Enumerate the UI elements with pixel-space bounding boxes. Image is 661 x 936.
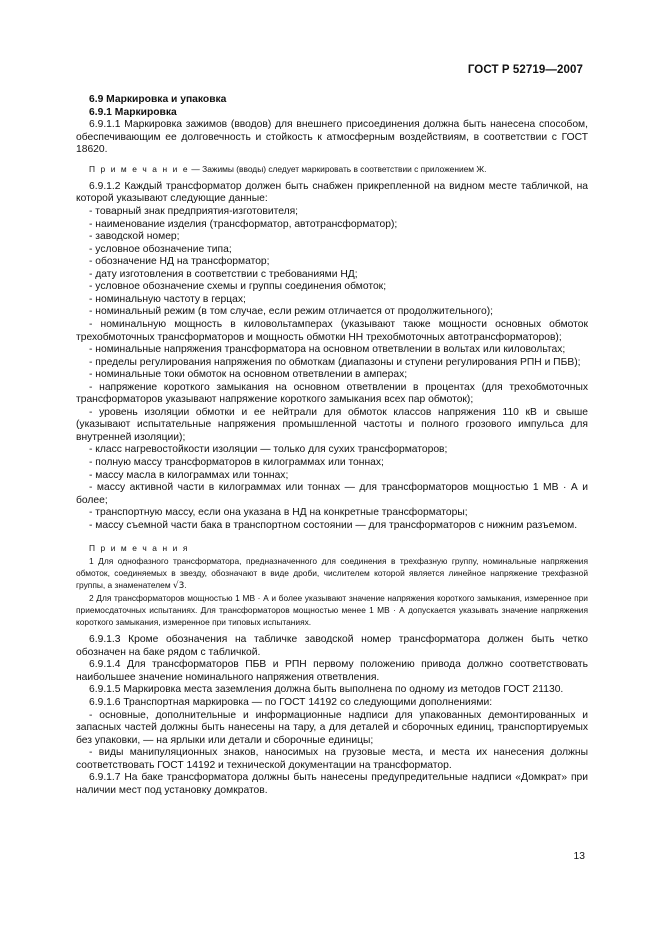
note-2-1-end: .: [184, 580, 187, 591]
section-title: 6.9 Маркировка и упаковка: [89, 94, 227, 105]
list-item: - номинальную частоту в герцах;: [89, 293, 246, 305]
list-item: - напряжение короткого замыкания на основном ответвлении в процентах (для трехобмоточных трансформаторов указывают напряжение короткого замыкания всех пар обмоток);: [76, 381, 588, 406]
paragraph-6-9-1-5: 6.9.1.5 Маркировка места заземления должна быть выполнена по одному из методов ГОСТ 21130.: [89, 684, 564, 696]
note-2-2: 2 Для трансформаторов мощностью 1 МВ · А и более указывают значение напряжения короткого замыкания, измеренное при приемосдаточных испытаниях. Для трансформаторов мощностью менее 1 МВ · А допускается указывать значение напряжения короткого замыкания, измеренное при типовых испытаниях.: [76, 593, 588, 628]
paragraph-6-9-1-1: 6.9.1.1 Маркировка зажимов (вводов) для внешнего присоединения должна быть нанесена способом, обеспечивающим ее долговечность и стойкость к атмосферным воздействиям, в соответствии с ГОСТ 18620.: [76, 119, 588, 156]
list-item: - наименование изделия (трансформатор, автотрансформатор);: [89, 218, 398, 230]
list-item: - класс нагревостойкости изоляции — только для сухих трансформаторов;: [89, 444, 448, 456]
paragraph-6-9-1-4: 6.9.1.4 Для трансформаторов ПБВ и РПН первому положению привода должно соответствовать наибольшее значение номинального напряжения ответвления.: [76, 659, 588, 683]
list-item: - массу активной части в килограммах или тоннах — для трансформаторов мощностью 1 МВ · А и более;: [76, 482, 588, 506]
note-1-label: П р и м е ч а н и е: [89, 163, 190, 174]
list-item: - массу масла в килограммах или тоннах;: [89, 469, 289, 481]
list-item: - обозначение НД на трансформатор;: [89, 256, 270, 268]
list-item: - номинальные токи обмоток на основном ответвлении в амперах;: [89, 369, 408, 381]
note-2-1: [76, 555, 588, 592]
marking-data-list: [76, 206, 588, 532]
note-2-1-text: 1 Для однофазного трансформатора, предназначенного для соединения в трехфазную группу, номинальные напряжения обмоток, соединяемых в звезду, обозначают в виде дроби, числителем которой является линейное напряжение трехфазной группы, а знаменателем: [76, 556, 588, 591]
list-item: - условное обозначение типа;: [89, 243, 232, 255]
list-item: - товарный знак предприятия-изготовителя;: [89, 206, 299, 218]
note-1-text: — Зажимы (вводы) следует маркировать в соответствии с приложением Ж.: [189, 163, 487, 174]
list-item: - номинальный режим (в том случае, если режим отличается от продолжительного);: [89, 306, 493, 318]
list-item: - массу съемной части бака в транспортном состоянии — для трансформаторов с нижним разъемом.: [89, 519, 578, 531]
document-body: [76, 94, 588, 797]
note-1: [76, 163, 588, 175]
page-number: 13: [573, 851, 585, 862]
list-item: - уровень изоляции обмотки и ее нейтрали для обмоток классов напряжения 110 кВ и свыше (указывают испытательные напряжения промышленной частоты и полного грозового импульса для внутренней изоляции);: [76, 406, 588, 443]
paragraph-6-9-1-2: 6.9.1.2 Каждый трансформатор должен быть снабжен прикрепленной на видном месте табличкой, на которой указывают следующие данные:: [76, 180, 588, 205]
sqrt-three: √3: [172, 581, 185, 592]
list-item: - номинальную мощность в киловольтамперах (указывают также мощности основных обмоток трехобмоточных трансформаторов и мощность обмотки НН трехобмоточных автотрансформаторов);: [76, 318, 588, 343]
list-item: - транспортную массу, если она указана в НД на конкретные трансформаторы;: [89, 507, 468, 519]
subsection-title: 6.9.1 Маркировка: [89, 106, 177, 118]
document-header: ГОСТ Р 52719—2007: [467, 64, 583, 76]
paragraph-6-9-1-6: 6.9.1.6 Транспортная маркировка — по ГОСТ 14192 со следующими дополнениями:: [89, 696, 493, 708]
list-item: - пределы регулирования напряжения по обмоткам (диапазоны и ступени регулирования РПН и ПБВ);: [89, 356, 581, 368]
list-item: - дату изготовления в соответствии с требованиями НД;: [89, 268, 358, 280]
paragraph-6-9-1-7: 6.9.1.7 На баке трансформатора должны быть нанесены предупредительные надписи «Домкрат» при наличии мест под установку домкратов.: [76, 772, 588, 796]
paragraph-6-9-1-6-a: - основные, дополнительные и информационные надписи для упакованных демонтированных и запасных частей должны быть нанесены на тару, а для деталей и сборочных единиц, транспортируемых без упаковки, — на ярлыки или детали и сборочные единицы;: [76, 709, 588, 746]
notes-title: П р и м е ч а н и я: [89, 543, 189, 554]
list-item: - условное обозначение схемы и группы соединения обмоток;: [89, 281, 387, 293]
paragraph-6-9-1-3: 6.9.1.3 Кроме обозначения на табличке заводской номер трансформатора должен быть четко обозначен на баке рядом с табличкой.: [76, 634, 588, 658]
list-item: - номинальные напряжения трансформатора на основном ответвлении в вольтах или киловольтах;: [89, 344, 566, 356]
paragraph-6-9-1-6-b: - виды манипуляционных знаков, наносимых на грузовые места, и места их нанесения должны соответствовать ГОСТ 14192 и технической документации на трансформатор.: [76, 747, 588, 771]
list-item: - заводской номер;: [89, 231, 180, 243]
list-item: - полную массу трансформаторов в килограммах или тоннах;: [89, 456, 384, 468]
